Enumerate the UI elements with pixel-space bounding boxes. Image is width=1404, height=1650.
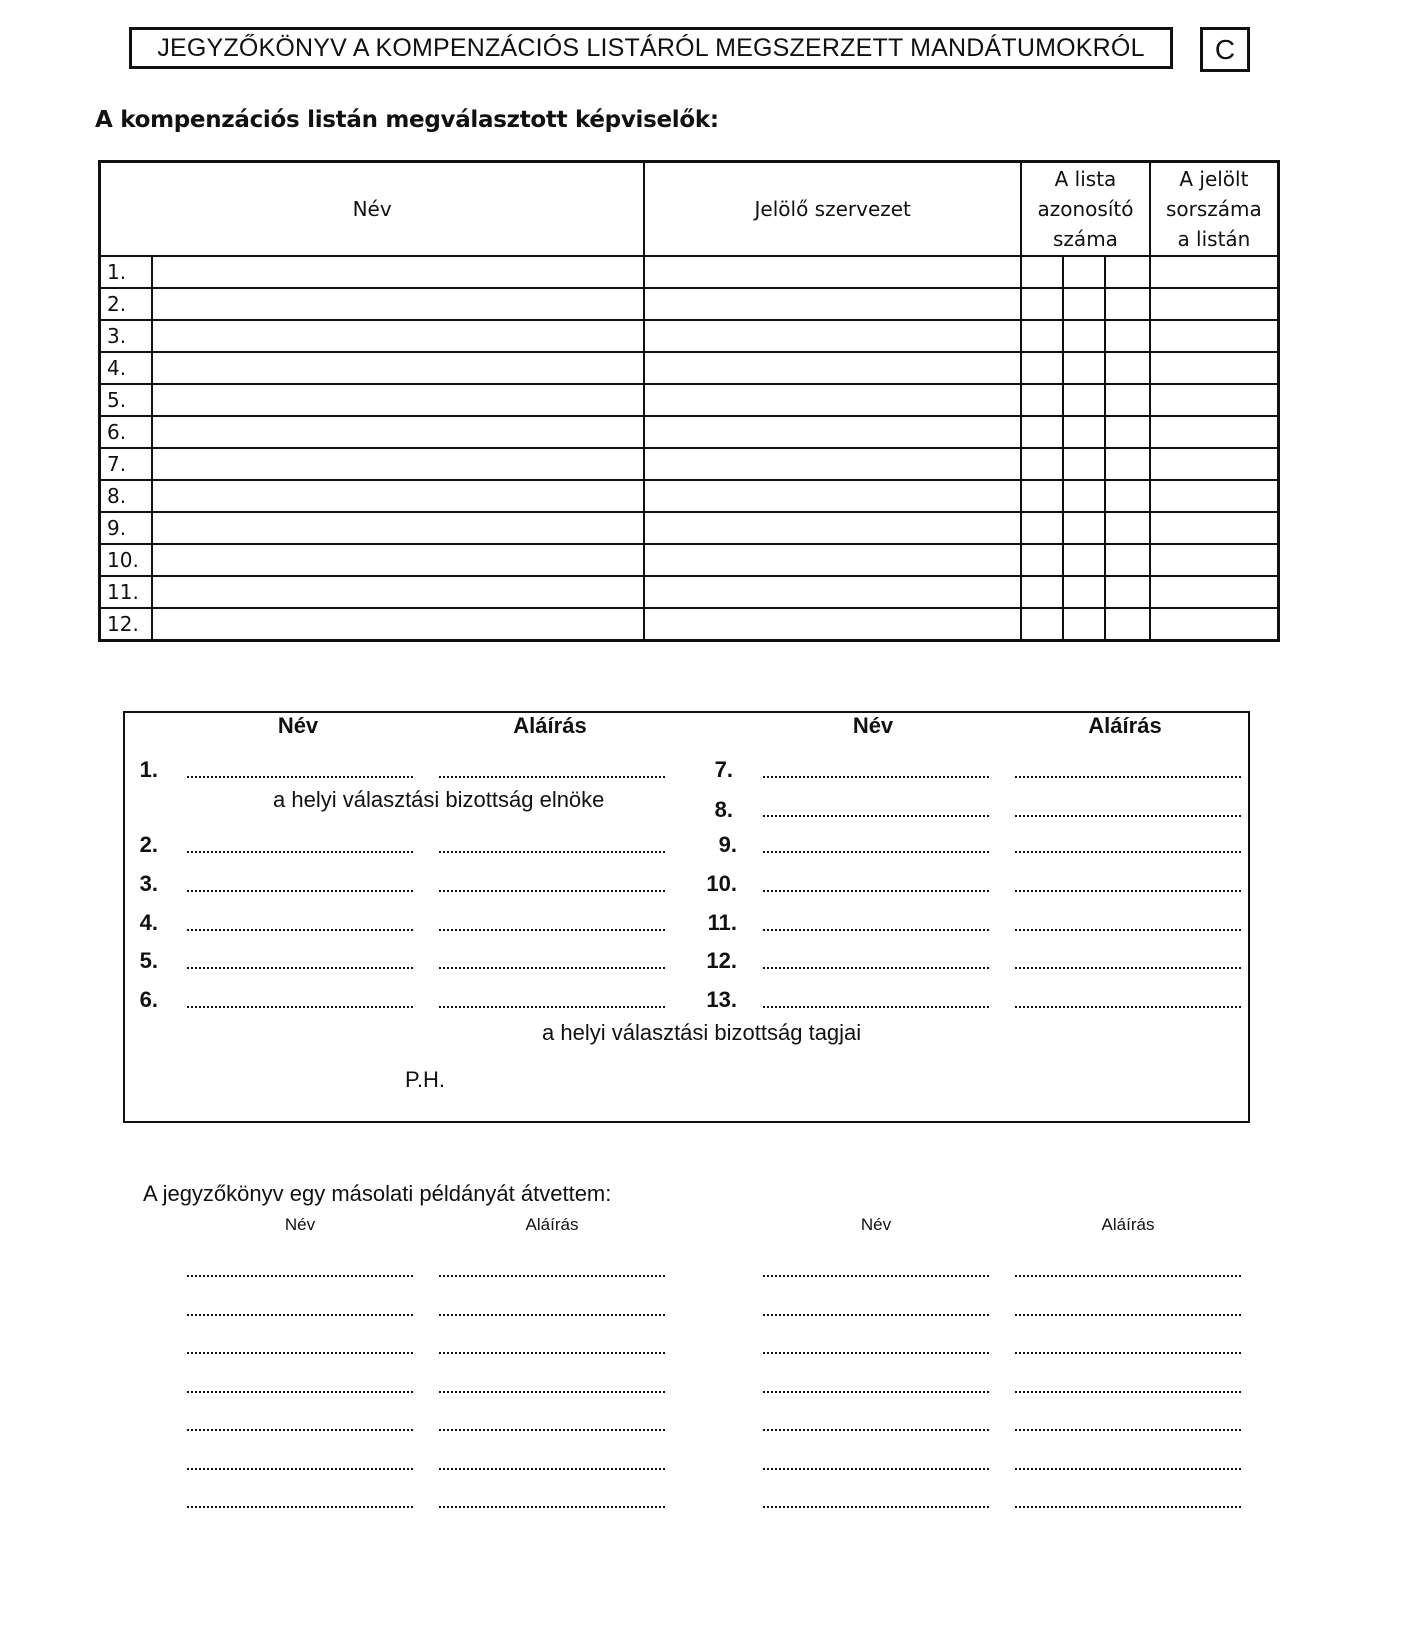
name-line[interactable]: [763, 815, 989, 817]
org-cell[interactable]: [644, 608, 1021, 641]
name-line[interactable]: [763, 1275, 989, 1277]
name-cell[interactable]: [152, 256, 645, 288]
name-line[interactable]: [187, 929, 413, 931]
org-cell[interactable]: [644, 576, 1021, 608]
form-letter-box: [1200, 27, 1250, 72]
sig-number: 8.: [714, 797, 733, 822]
org-cell[interactable]: [644, 512, 1021, 544]
name-line[interactable]: [763, 851, 989, 853]
list-id-digit-cell[interactable]: [1063, 608, 1104, 641]
table-row: [100, 544, 1279, 576]
name-line[interactable]: [763, 929, 989, 931]
sig-number: 12.: [706, 948, 737, 973]
row-number: 6.: [100, 416, 152, 448]
list-id-digit-cell[interactable]: [1021, 480, 1063, 512]
section-title: A kompenzációs listán megválasztott képviselők:: [95, 107, 719, 133]
list-id-digit-cell[interactable]: [1063, 320, 1104, 352]
sig-number: 6.: [139, 987, 158, 1012]
list-id-digit-cell[interactable]: [1105, 480, 1150, 512]
table-row: [100, 416, 1279, 448]
form-title-text: JEGYZŐKÖNYV A KOMPENZÁCIÓS LISTÁRÓL MEGSZERZETT MANDÁTUMOKRÓL: [157, 33, 1145, 62]
name-cell[interactable]: [152, 352, 645, 384]
row-number: 7.: [100, 448, 152, 480]
row-number: 4.: [100, 352, 152, 384]
name-line[interactable]: [187, 776, 413, 778]
name-line[interactable]: [187, 1429, 413, 1431]
candidate-number-cell[interactable]: [1150, 608, 1279, 641]
representatives-table: [98, 160, 1280, 642]
copy-intro: A jegyzőkönyv egy másolati példányát átvettem:: [143, 1181, 612, 1206]
name-cell[interactable]: [152, 416, 645, 448]
name-cell[interactable]: [152, 608, 645, 641]
signature-line[interactable]: [439, 1275, 665, 1277]
list-id-digit-cell[interactable]: [1105, 608, 1150, 641]
committee-signature-box: [123, 711, 1250, 1123]
name-line[interactable]: [187, 1506, 413, 1508]
sig-number: 4.: [139, 910, 158, 935]
sig-number: 2.: [139, 832, 158, 857]
name-line[interactable]: [187, 1314, 413, 1316]
name-cell[interactable]: [152, 512, 645, 544]
name-line[interactable]: [763, 1468, 989, 1470]
header-org: Jelölő szervezet: [644, 162, 1021, 257]
table-body: [100, 256, 1279, 641]
sig-col-name-left: Név: [277, 713, 319, 738]
list-id-digit-cell[interactable]: [1063, 576, 1104, 608]
header-name: Név: [100, 162, 645, 257]
sig-col-signature-left: Aláírás: [513, 713, 587, 738]
signature-line[interactable]: [439, 967, 665, 969]
signature-line[interactable]: [1015, 851, 1241, 853]
table-row: [100, 384, 1279, 416]
list-id-digit-cell[interactable]: [1063, 448, 1104, 480]
signature-line[interactable]: [1015, 890, 1241, 892]
name-line[interactable]: [763, 1506, 989, 1508]
row-number: 3.: [100, 320, 152, 352]
candidate-number-cell[interactable]: [1150, 512, 1279, 544]
list-id-digit-cell[interactable]: [1063, 384, 1104, 416]
table-row: [100, 352, 1279, 384]
header-list-id-line: A lista: [1054, 167, 1117, 191]
name-line[interactable]: [187, 1468, 413, 1470]
list-id-digit-cell[interactable]: [1021, 448, 1063, 480]
chair-caption: a helyi választási bizottság elnöke: [273, 787, 605, 812]
list-id-digit-cell[interactable]: [1105, 416, 1150, 448]
signature-line[interactable]: [439, 1314, 665, 1316]
list-id-digit-cell[interactable]: [1105, 320, 1150, 352]
header-cand-line: sorszáma: [1166, 197, 1262, 221]
list-id-digit-cell[interactable]: [1063, 480, 1104, 512]
name-cell[interactable]: [152, 320, 645, 352]
org-cell[interactable]: [644, 384, 1021, 416]
sig-number: 13.: [706, 987, 737, 1012]
signature-line[interactable]: [439, 1006, 665, 1008]
header-list-id-line: száma: [1053, 227, 1118, 251]
name-line[interactable]: [763, 1391, 989, 1393]
table-row: [100, 288, 1279, 320]
name-line[interactable]: [187, 851, 413, 853]
list-id-digit-cell[interactable]: [1105, 352, 1150, 384]
signature-line[interactable]: [439, 776, 665, 778]
candidate-number-cell[interactable]: [1150, 448, 1279, 480]
name-line[interactable]: [763, 776, 989, 778]
list-id-digit-cell[interactable]: [1063, 352, 1104, 384]
signature-line[interactable]: [1015, 967, 1241, 969]
list-id-digit-cell[interactable]: [1021, 544, 1063, 576]
table-row: [100, 608, 1279, 641]
signature-line[interactable]: [439, 1506, 665, 1508]
row-number: 12.: [100, 608, 152, 641]
org-cell[interactable]: [644, 256, 1021, 288]
signature-line[interactable]: [1015, 1006, 1241, 1008]
list-id-digit-cell[interactable]: [1063, 544, 1104, 576]
org-cell[interactable]: [644, 352, 1021, 384]
list-id-digit-cell[interactable]: [1105, 288, 1150, 320]
signature-line[interactable]: [439, 1429, 665, 1431]
signature-line[interactable]: [439, 890, 665, 892]
name-line[interactable]: [763, 967, 989, 969]
name-line[interactable]: [763, 890, 989, 892]
form-title: [129, 27, 1173, 69]
list-id-digit-cell[interactable]: [1021, 288, 1063, 320]
signature-line[interactable]: [1015, 1468, 1241, 1470]
name-cell[interactable]: [152, 480, 645, 512]
copy-col-signature-left: Aláírás: [525, 1215, 579, 1234]
signature-line[interactable]: [1015, 1275, 1241, 1277]
copy-col-name-right: Név: [860, 1215, 892, 1234]
sig-number: 10.: [706, 871, 737, 896]
list-id-digit-cell[interactable]: [1021, 320, 1063, 352]
candidate-number-cell[interactable]: [1150, 320, 1279, 352]
signature-line[interactable]: [439, 929, 665, 931]
signature-line[interactable]: [1015, 776, 1241, 778]
list-id-digit-cell[interactable]: [1021, 512, 1063, 544]
name-line[interactable]: [763, 1314, 989, 1316]
header-list-id: [1021, 162, 1150, 257]
list-id-digit-cell[interactable]: [1063, 256, 1104, 288]
sig-number: 5.: [139, 948, 158, 973]
list-id-digit-cell[interactable]: [1105, 576, 1150, 608]
header-cand-line: A jelölt: [1179, 167, 1249, 191]
name-line[interactable]: [763, 1429, 989, 1431]
sig-number: 11.: [707, 910, 737, 935]
table-row: [100, 320, 1279, 352]
table-header-row: [100, 162, 1279, 257]
list-id-digit-cell[interactable]: [1021, 352, 1063, 384]
sig-number: 9.: [718, 832, 737, 857]
candidate-number-cell[interactable]: [1150, 352, 1279, 384]
table-row: [100, 576, 1279, 608]
table-row: [100, 448, 1279, 480]
list-id-digit-cell[interactable]: [1105, 512, 1150, 544]
signature-line[interactable]: [439, 1391, 665, 1393]
signature-line[interactable]: [1015, 1314, 1241, 1316]
table-row: [100, 512, 1279, 544]
row-number: 10.: [100, 544, 152, 576]
list-id-digit-cell[interactable]: [1105, 448, 1150, 480]
header-candidate-number: [1150, 162, 1279, 257]
name-line[interactable]: [763, 1006, 989, 1008]
signature-line[interactable]: [1015, 1391, 1241, 1393]
header-cand-line: a listán: [1177, 227, 1251, 251]
list-id-digit-cell[interactable]: [1063, 512, 1104, 544]
org-cell[interactable]: [644, 448, 1021, 480]
candidate-number-cell[interactable]: [1150, 480, 1279, 512]
header-list-id-line: azonosító: [1037, 197, 1134, 221]
table-row: [100, 480, 1279, 512]
copy-col-signature-right: Aláírás: [1101, 1215, 1155, 1234]
list-id-digit-cell[interactable]: [1063, 416, 1104, 448]
table-row: [100, 256, 1279, 288]
list-id-digit-cell[interactable]: [1021, 416, 1063, 448]
name-line[interactable]: [187, 1352, 413, 1354]
row-number: 5.: [100, 384, 152, 416]
signature-line[interactable]: [439, 851, 665, 853]
signature-line[interactable]: [1015, 1506, 1241, 1508]
members-caption: a helyi választási bizottság tagjai: [542, 1020, 862, 1045]
list-id-digit-cell[interactable]: [1021, 256, 1063, 288]
org-cell[interactable]: [644, 416, 1021, 448]
signature-line[interactable]: [1015, 1429, 1241, 1431]
signature-line[interactable]: [439, 1468, 665, 1470]
name-cell[interactable]: [152, 448, 645, 480]
org-cell[interactable]: [644, 480, 1021, 512]
signature-line[interactable]: [1015, 929, 1241, 931]
sig-number: 1.: [139, 757, 158, 782]
name-line[interactable]: [187, 967, 413, 969]
candidate-number-cell[interactable]: [1150, 576, 1279, 608]
stamp-label: P.H.: [405, 1067, 445, 1092]
name-cell[interactable]: [152, 544, 645, 576]
candidate-number-cell[interactable]: [1150, 288, 1279, 320]
list-id-digit-cell[interactable]: [1105, 256, 1150, 288]
name-line[interactable]: [187, 1275, 413, 1277]
signature-line[interactable]: [1015, 815, 1241, 817]
row-number: 8.: [100, 480, 152, 512]
list-id-digit-cell[interactable]: [1105, 384, 1150, 416]
row-number: 1.: [100, 256, 152, 288]
form-letter: C: [1214, 33, 1236, 65]
candidate-number-cell[interactable]: [1150, 416, 1279, 448]
org-cell[interactable]: [644, 544, 1021, 576]
list-id-digit-cell[interactable]: [1021, 576, 1063, 608]
name-cell[interactable]: [152, 288, 645, 320]
candidate-number-cell[interactable]: [1150, 256, 1279, 288]
candidate-number-cell[interactable]: [1150, 544, 1279, 576]
list-id-digit-cell[interactable]: [1105, 544, 1150, 576]
sig-col-name-right: Név: [852, 713, 894, 738]
sig-col-signature-right: Aláírás: [1088, 713, 1162, 738]
name-cell[interactable]: [152, 576, 645, 608]
signature-line[interactable]: [1015, 1352, 1241, 1354]
list-id-digit-cell[interactable]: [1021, 608, 1063, 641]
org-cell[interactable]: [644, 320, 1021, 352]
name-line[interactable]: [187, 1006, 413, 1008]
row-number: 2.: [100, 288, 152, 320]
sig-number: 3.: [139, 871, 158, 896]
row-number: 11.: [100, 576, 152, 608]
signature-line[interactable]: [439, 1352, 665, 1354]
org-cell[interactable]: [644, 288, 1021, 320]
row-number: 9.: [100, 512, 152, 544]
copy-col-name-left: Név: [284, 1215, 316, 1234]
candidate-number-cell[interactable]: [1150, 384, 1279, 416]
name-line[interactable]: [187, 1391, 413, 1393]
list-id-digit-cell[interactable]: [1021, 384, 1063, 416]
name-line[interactable]: [187, 890, 413, 892]
list-id-digit-cell[interactable]: [1063, 288, 1104, 320]
sig-number: 7.: [714, 757, 733, 782]
name-line[interactable]: [763, 1352, 989, 1354]
name-cell[interactable]: [152, 384, 645, 416]
